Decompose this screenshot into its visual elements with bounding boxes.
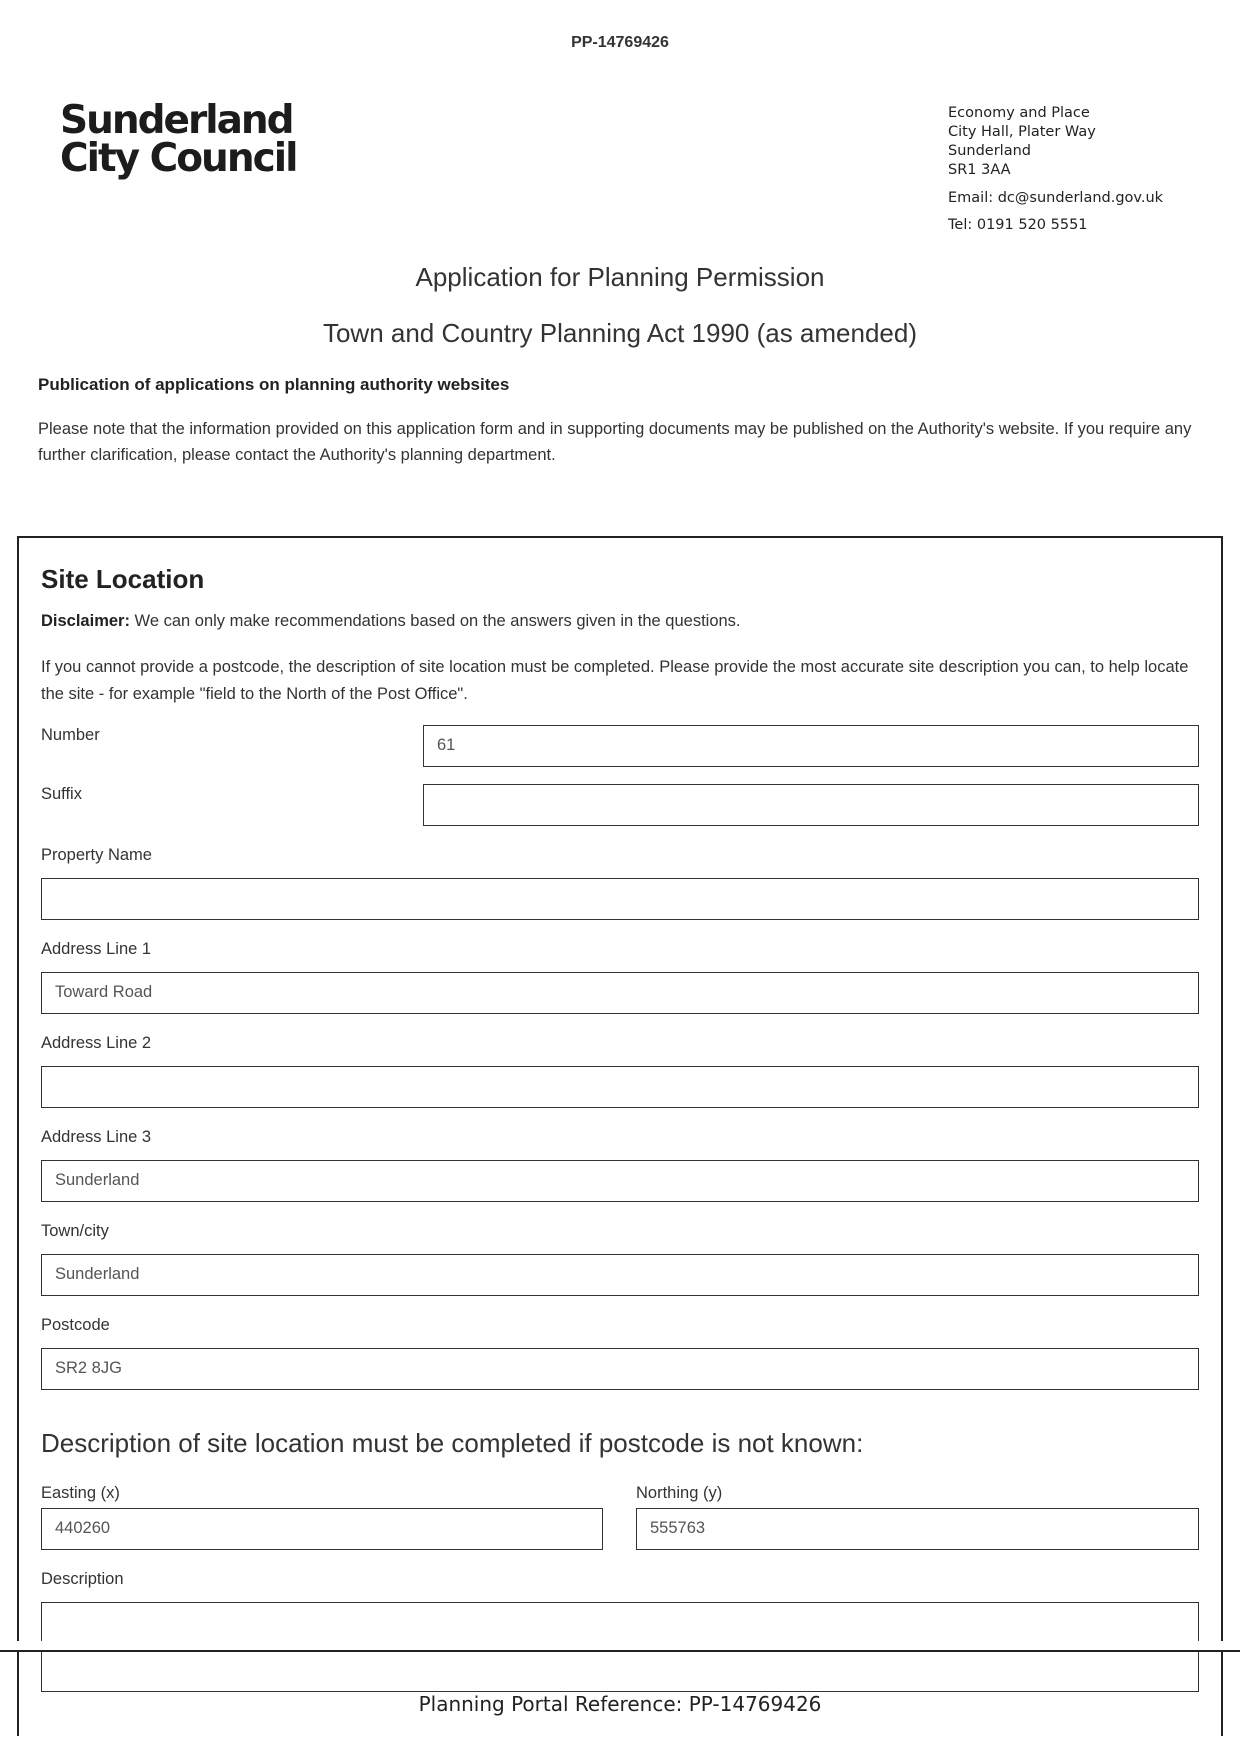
reference-number: PP-14769426 [571,34,669,51]
address-line-3-field[interactable]: Sunderland [41,1160,1199,1202]
site-location-section [17,536,1223,1736]
address-town: Sunderland [948,143,1031,159]
town-city-field[interactable]: Sunderland [41,1254,1199,1296]
address-line-1-field[interactable]: Toward Road [41,972,1199,1014]
easting-field[interactable]: 440260 [41,1508,603,1550]
address-line-2-field[interactable] [41,1066,1199,1108]
page-subtitle: Town and Country Planning Act 1990 (as amended) [322,318,918,348]
disclaimer-text: We can only make recommendations based on the answers given in the questions. [129,612,741,630]
council-logo [60,98,297,181]
section-title: Site Location [41,564,205,594]
address-line-2-label: Address Line 2 [41,1034,152,1052]
disclaimer [41,612,741,631]
number-label: Number [41,726,100,744]
publication-text: Please note that the information provided on this application form and in supporting documents may be published on the Authority's website. If you require any further clarification, please contact the Authority's planning department. [38,420,1192,464]
logo-line-2: City Council [60,136,297,181]
page-break-mask [0,1641,1240,1650]
northing-label: Northing (y) [636,1484,723,1502]
suffix-field[interactable] [423,784,1199,826]
address-line-3-label: Address Line 3 [41,1128,152,1146]
logo-line-1: Sunderland [60,98,293,143]
address-street: City Hall, Plater Way [948,124,1096,140]
address-tel: Tel: 0191 520 5551 [948,217,1088,233]
description-label: Description [41,1570,124,1588]
council-address [948,104,1163,235]
property-name-label: Property Name [41,846,152,864]
northing-field[interactable]: 555763 [636,1508,1199,1550]
postcode-label: Postcode [41,1316,110,1334]
postcode-note: If you cannot provide a postcode, the description of site location must be completed. Please provide the most accurate site description you can, to help locate the site - for example "field to the North of the Post Office". [41,658,1189,703]
suffix-label: Suffix [41,785,82,803]
publication-heading: Publication of applications on planning authority websites [38,375,510,394]
postcode-field[interactable]: SR2 8JG [41,1348,1199,1390]
address-dept: Economy and Place [948,105,1090,121]
easting-label: Easting (x) [41,1484,120,1502]
footer-reference: Planning Portal Reference: PP-14769426 [418,1692,822,1716]
number-field[interactable]: 61 [423,725,1199,767]
town-city-label: Town/city [41,1222,109,1240]
footer-divider [0,1650,1240,1652]
disclaimer-label: Disclaimer: [41,612,130,630]
address-postcode: SR1 3AA [948,162,1011,178]
address-email: Email: dc@sunderland.gov.uk [948,190,1164,206]
address-line-1-label: Address Line 1 [41,940,152,958]
page-title: Application for Planning Permission [415,262,825,292]
description-heading: Description of site location must be completed if postcode is not known: [41,1428,864,1458]
property-name-field[interactable] [41,878,1199,920]
